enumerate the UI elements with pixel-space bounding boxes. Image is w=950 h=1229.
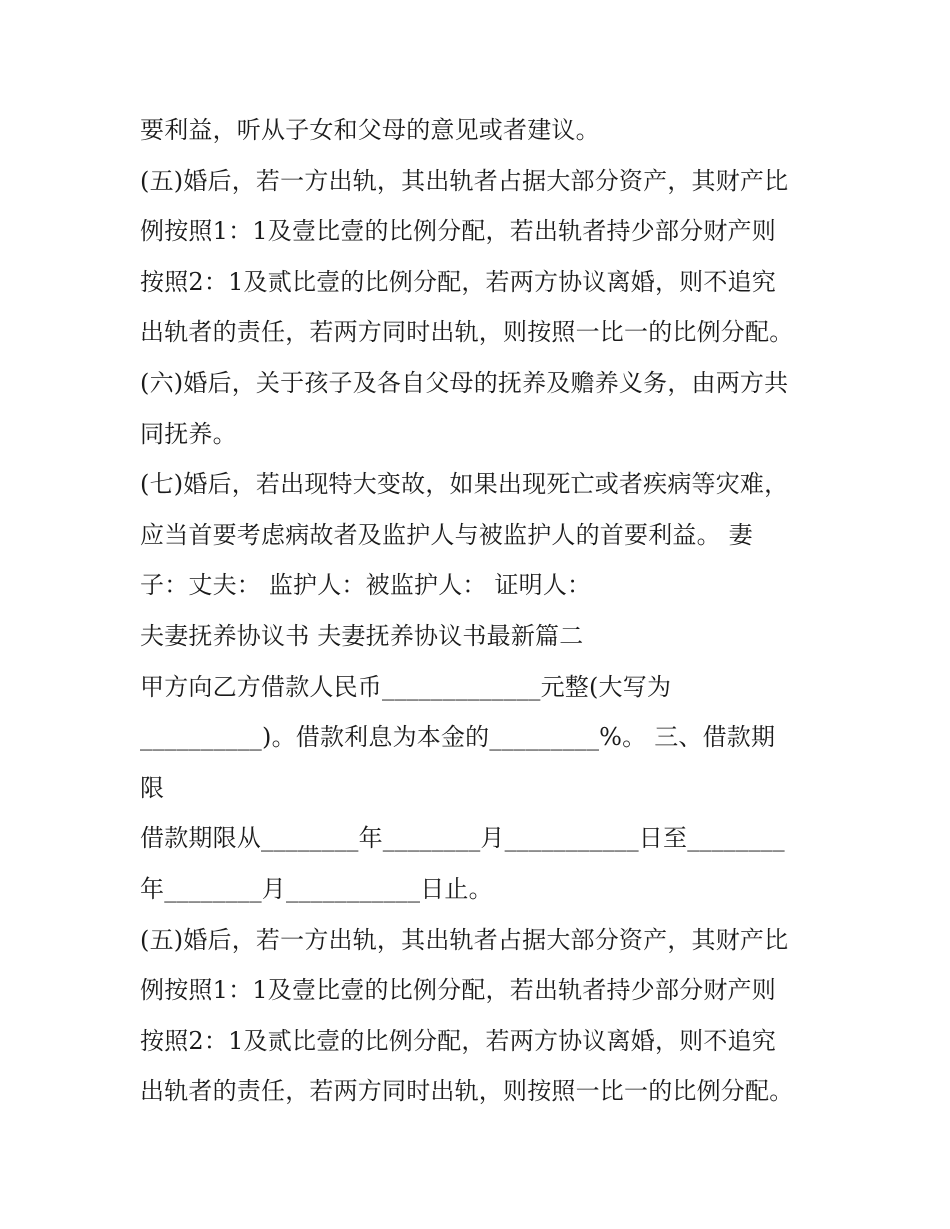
text-line: 同抚养。 — [140, 419, 237, 448]
text-line: 甲方向乙方借款人民币_____________元整(大写为 — [140, 672, 672, 701]
text-line: (六)婚后，关于孩子及各自父母的抚养及赡养义务，由两方共 — [140, 368, 789, 397]
text-line: 要利益，听从子女和父母的意见或者建议。 — [140, 116, 600, 144]
text-line: 例按照1：1及壹比壹的比例分配，若出轨者持少部分财产则 — [140, 976, 776, 1005]
text-line: 应当首要考虑病故者及监护人与被监护人的首要利益。 妻 — [140, 520, 753, 549]
text-line: __________)。借款利息为本金的_________%。 三、借款期 — [140, 723, 776, 752]
text-line: (五)婚后，若一方出轨，其出轨者占据大部分资产，其财产比 — [140, 166, 789, 195]
text-line: (七)婚后，若出现特大变故，如果出现死亡或者疾病等灾难， — [140, 470, 789, 499]
text-line: 出轨者的责任，若两方同时出轨，则按照一比一的比例分配。 — [140, 1077, 794, 1106]
text-line: 按照2：1及贰比壹的比例分配，若两方协议离婚，则不追究 — [140, 267, 776, 296]
document-body — [140, 105, 820, 1117]
text-line: 限 — [140, 773, 165, 802]
text-line: 出轨者的责任，若两方同时出轨，则按照一比一的比例分配。 — [140, 318, 794, 347]
text-line: 子：丈夫： 监护人：被监护人： 证明人： — [140, 571, 592, 600]
section-heading: 夫妻抚养协议书 夫妻抚养协议书最新篇二 — [140, 621, 584, 650]
text-line: 借款期限从________年________月___________日至________ — [140, 824, 785, 853]
text-line: (五)婚后，若一方出轨，其出轨者占据大部分资产，其财产比 — [140, 925, 789, 954]
text-line: 年________月___________日止。 — [140, 874, 493, 903]
text-line: 例按照1：1及壹比壹的比例分配，若出轨者持少部分财产则 — [140, 217, 776, 246]
text-line: 按照2：1及贰比壹的比例分配，若两方协议离婚，则不追究 — [140, 1026, 776, 1055]
